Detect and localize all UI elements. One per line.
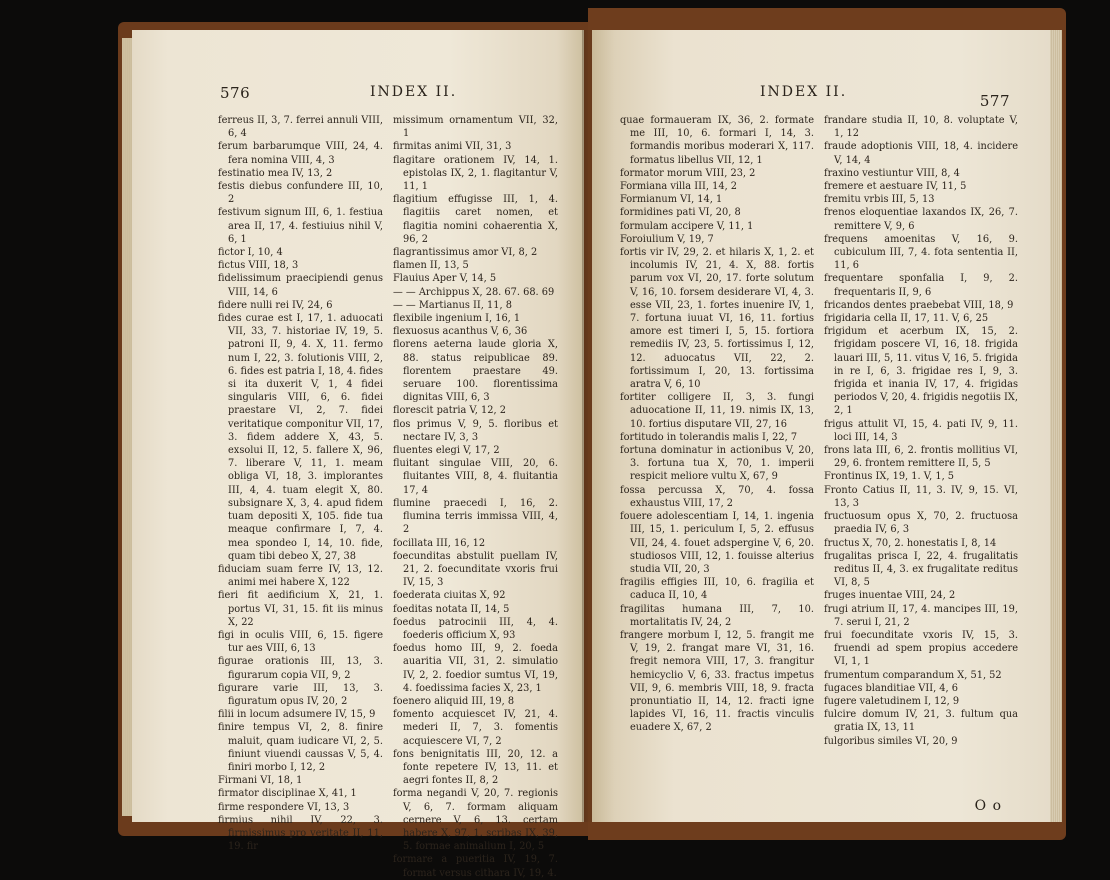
left-page-columns	[218, 114, 558, 879]
left-page-title: INDEX II.	[370, 84, 458, 100]
right-page	[592, 30, 1050, 822]
index-entry: ferum barbarumque VIII, 24, 4. fera nomina VIII, 4, 3	[218, 141, 383, 166]
index-entry: formator morum VIII, 23, 2	[620, 167, 756, 179]
index-entry: fragilis effigies III, 10, 6. fragilia et caduca II, 10, 4	[620, 577, 814, 602]
index-entry: frangere morbum I, 12, 5. frangit me V, 19, 2. frangat mare VI, 31, 16. fregit nemora VIII, 17, 3. frangitur hemicyclio V, 6, 33. fractus impetus VII, 9, 6. membris VIII, 18, 9. fracta pronuntiatio II, 14, 12. fracti igne lapides VI, 16, 11. fractis vinculis euadere X, 67, 2	[620, 629, 814, 734]
index-entry: fremitu vrbis III, 5, 13	[824, 194, 935, 206]
index-entry: foenero aliquid III, 19, 8	[393, 695, 515, 707]
index-entry: fomento acquiescet IV, 21, 4. mederi II, 7, 3. fomentis acquiescere VI, 7, 2	[393, 709, 558, 747]
index-entry: fidelissimum praecipiendi genus VIII, 14, 6	[218, 273, 383, 298]
index-entry: fortiter colligere II, 3, 3. fungi aduocatione II, 11, 19. nimis IX, 13, 10. fortius disputare VII, 27, 16	[620, 392, 814, 430]
index-entry: frumentum comparandum X, 51, 52	[824, 669, 1002, 681]
index-entry: Fronto Catius II, 11, 3. IV, 9, 15. VI, 13, 3	[824, 484, 1018, 509]
right-page-columns	[620, 114, 1018, 796]
index-entry: flos primus V, 9, 5. floribus et nectare IV, 3, 3	[393, 418, 558, 443]
index-entry: florens aeterna laude gloria X, 88. status reipublicae 89. florentem praestare 49. seruare 100. florentissima dignitas VIII, 6, 3	[393, 339, 558, 404]
index-entry: fortitudo in tolerandis malis I, 22, 7	[620, 431, 798, 443]
index-entry: Flauius Aper V, 14, 5	[393, 273, 497, 285]
index-entry: fidere nulli rei IV, 24, 6	[218, 299, 333, 311]
index-entry: firmius nihil IV, 22, 3. firmissimus pro veritate II, 11, 19. fir	[218, 814, 383, 853]
index-entry: flagrantissimus amor VI, 8, 2	[393, 247, 538, 259]
index-entry: Firmani VI, 18, 1	[218, 775, 303, 787]
index-entry: frons lata III, 6, 2. frontis mollitius VI, 29, 6. frontem remittere II, 5, 5	[824, 445, 1018, 470]
index-entry: formulam accipere V, 11, 1	[620, 220, 754, 232]
index-entry: fortis vir IV, 29, 2. et hilaris X, 1, 2. et incolumis IV, 21, 4. X, 88. fortis parum vox VI, 20, 17. forte solutum V, 16, 10. forsem desiderare VI, 4, 3. esse VII, 23, 1. fortes inuenire IV, 1, 7. fortuna iuuat VI, 16, 11. fortius amore est timeri I, 5, 15. fortiora remediis IV, 23, 5. fortissimus I, 12, 12. aduocatus VII, 22, 2. fortissimum I, 20, 13. fortissima aratra V, 6, 10	[620, 247, 814, 391]
left-page	[132, 30, 584, 879]
index-entry: foedus homo III, 9, 2. foeda auaritia VII, 31, 2. simulatio IV, 2, 2. foedior sumtus VI, 19, 4. foedissima facies X, 23, 1	[393, 643, 558, 694]
index-entry: Formianum VI, 14, 1	[620, 194, 723, 206]
right-page-title: INDEX II.	[760, 84, 848, 100]
index-entry: foedus patrocinii III, 4, 4. foederis officium X, 93	[393, 616, 558, 641]
index-entry: florescit patria V, 12, 2	[393, 405, 506, 417]
right-column-2	[824, 114, 1018, 796]
index-entry: foeditas notata II, 14, 5	[393, 603, 510, 615]
index-entry: fraxino vestiuntur VIII, 8, 4	[824, 167, 960, 179]
index-entry: fluitant singulae VIII, 20, 6. fluitantes VIII, 8, 4. fluitantia 17, 4	[393, 458, 558, 496]
index-entry: frigidum et acerbum IX, 15, 2. frigidam poscere VI, 16, 18. frigida lauari III, 5, 11. vitus V, 16, 5. frigida in re I, 6, 3. frigidae res I, 9, 3. frigida et inania IV, 17, 4. frigidas periodos V, 20, 4. frigidis negotiis IX, 2, 1	[824, 326, 1018, 417]
index-entry: fugere valetudinem I, 12, 9	[824, 695, 960, 707]
index-entry: Formiana villa III, 14, 2	[620, 181, 738, 193]
index-entry: flagitium effugisse III, 1, 4. flagitiis caret nomen, et flagitia nomini cohaerentia X, 96, 2	[393, 194, 558, 245]
index-entry: quae formaueram IX, 36, 2. formate me III, 10, 6. formari I, 14, 3. formandis moribus moderari X, 117. formatus libellus VII, 12, 1	[620, 115, 814, 166]
index-entry: firmitas animi VII, 31, 3	[393, 141, 512, 153]
gathering-signature: O o	[974, 798, 1002, 814]
index-entry: formare a pueritia IV, 19, 7. format versus cithara IV, 19, 4.	[393, 854, 558, 879]
page-edges-left	[122, 38, 132, 816]
index-entry: figurare varie III, 13, 3. figuratum opus IV, 20, 2	[218, 682, 383, 707]
index-entry: finire tempus VI, 2, 8. finire maluit, quam iudicare VI, 2, 5. finiunt viuendi caussas V, 5, 4. finiri morbo I, 12, 2	[218, 722, 383, 773]
index-entry: fictus VIII, 18, 3	[218, 260, 299, 272]
index-entry: festivum signum III, 6, 1. festiua area II, 17, 4. festiuius nihil V, 6, 1	[218, 207, 383, 245]
index-entry: fraude adoptionis VIII, 18, 4. incidere V, 14, 4	[824, 141, 1018, 166]
open-book	[118, 8, 1066, 879]
page-edges-right	[1050, 30, 1062, 822]
index-entry: fruges inuentae VIII, 24, 2	[824, 590, 956, 602]
index-entry: firmator disciplinae X, 41, 1	[218, 788, 357, 800]
left-running-head	[132, 80, 584, 102]
index-entry: fugaces blanditiae VII, 4, 6	[824, 682, 958, 694]
index-entry: festis diebus confundere III, 10, 2	[218, 181, 383, 206]
index-entry: fictor I, 10, 4	[218, 247, 283, 259]
index-entry: formidines pati VI, 20, 8	[620, 207, 741, 219]
index-entry: — — Martianus II, 11, 8	[393, 299, 512, 311]
index-entry: fluentes elegi V, 17, 2	[393, 445, 500, 457]
index-entry: flagitare orationem IV, 14, 1. epistolas IX, 2, 1. flagitantur V, 11, 1	[393, 154, 558, 193]
right-column-1	[620, 114, 814, 796]
right-running-head	[592, 80, 1050, 110]
index-entry: ferreus II, 3, 7. ferrei annuli VIII, 6, 4	[218, 115, 383, 140]
index-entry: Foroiulium V, 19, 7	[620, 233, 714, 245]
index-entry: fulgoribus similes VI, 20, 9	[824, 735, 958, 747]
index-entry: frandare studia II, 10, 8. voluptate V, 1, 12	[824, 115, 1018, 140]
index-entry: fieri fit aedificium X, 21, 1. portus VI, 31, 15. fit iis minus X, 22	[218, 590, 383, 628]
index-entry: frequentare sponfalia I, 9, 2. frequentaris II, 9, 6	[824, 273, 1018, 298]
left-column-1	[218, 114, 383, 853]
index-entry: frigidaria cella II, 17, 11. V, 6, 25	[824, 313, 989, 325]
index-entry: fides curae est I, 17, 1. aduocati VII, 33, 7. historiae IV, 19, 5. patroni II, 9, 4. X, 11. fermo num I, 22, 3. folutionis VIII, 2, 6. fides est patria I, 18, 4. fides si ita duxerit V, 1, 4 fidei singularis VIII, 6, 6. fidei praestare VI, 2, 7. fidei veritatique componitur VII, 17, 3. fidem addere X, 43, 5. exsolui II, 12, 5. fallere X, 96, 7. liberare V, 11, 1. meam obliga VI, 18, 3. implorantes III, 4, 4. tuam elegit X, 80. subsignare X, 3, 4. apud fidem tuam depositi X, 105. fide tua meaque confirmare I, 7, 4. mea spondeo I, 14, 10. fide, quam tibi debeo X, 27, 38	[218, 313, 383, 562]
index-entry: fossa percussa X, 70, 4. fossa exhaustus VIII, 17, 2	[620, 484, 814, 509]
left-column-2	[393, 114, 558, 879]
index-entry: fouere adolescentiam I, 14, 1. ingenia III, 15, 1. periculum I, 5, 2. effusus VII, 24, 4. fouet adspergine V, 6, 20. studiosos VIII, 12, 1. fouisse alterius studia VII, 20, 3	[620, 511, 814, 575]
index-entry: frugi atrium II, 17, 4. mancipes III, 19, 7. serui I, 21, 2	[824, 603, 1018, 628]
index-entry: fructuosum opus X, 70, 2. fructuosa praedia IV, 6, 3	[824, 511, 1018, 536]
index-entry: missimum ornamentum VII, 32, 1	[393, 115, 558, 140]
index-entry: fiduciam suam ferre IV, 13, 12. animi mei habere X, 122	[218, 563, 383, 589]
index-entry: frigus attulit VI, 15, 4. pati IV, 9, 11. loci III, 14, 3	[824, 418, 1018, 443]
index-entry: fructus X, 70, 2. honestatis I, 8, 14	[824, 537, 997, 549]
index-entry: foederata ciuitas X, 92	[393, 590, 506, 602]
index-entry: fragilitas humana III, 7, 10. mortalitatis IV, 24, 2	[620, 603, 814, 628]
index-entry: focillata III, 16, 12	[393, 537, 486, 549]
index-entry: frui foecunditate vxoris IV, 15, 3. fruendi ad spem propius accedere VI, 1, 1	[824, 629, 1018, 668]
left-page-number: 576	[220, 84, 251, 102]
index-entry: firme respondere VI, 13, 3	[218, 801, 350, 813]
index-entry: fremere et aestuare IV, 11, 5	[824, 181, 967, 193]
index-entry: fons benignitatis III, 20, 12. a fonte repetere IV, 13, 11. et aegri fontes II, 8, 2	[393, 748, 558, 787]
index-entry: fulcire domum IV, 21, 3. fultum qua gratia IX, 13, 11	[824, 709, 1018, 734]
index-entry: forma negandi V, 20, 7. regionis V, 6, 7. formam aliquam cernere V, 6, 13. certam habere X, 97, 1. scribas IX, 39, 5. formae animalium I, 20, 5	[393, 788, 558, 853]
index-entry: foecunditas abstulit puellam IV, 21, 2. foecunditate vxoris frui IV, 15, 3	[393, 550, 558, 589]
index-entry: frenos eloquentiae laxandos IX, 26, 7. remittere V, 9, 6	[824, 207, 1018, 232]
index-entry: — — Archippus X, 28. 67. 68. 69	[393, 286, 555, 298]
index-entry: fortuna dominatur in actionibus V, 20, 3. fortuna tua X, 70, 1. imperii respicit meliore vultu X, 67, 9	[620, 445, 814, 483]
index-entry: flexibile ingenium I, 16, 1	[393, 313, 521, 325]
index-entry: flexuosus acanthus V, 6, 36	[393, 326, 528, 338]
index-entry: fricandos dentes praebebat VIII, 18, 9	[824, 299, 1014, 311]
index-entry: Frontinus IX, 19, 1. V, 1, 5	[824, 471, 955, 483]
right-page-number: 577	[979, 92, 1010, 110]
index-entry: filii in locum adsumere IV, 15, 9	[218, 709, 376, 721]
index-entry: flamen II, 13, 5	[393, 260, 469, 272]
index-entry: frequens amoenitas V, 16, 9. cubiculum III, 7, 4. fota sententia II, 11, 6	[824, 233, 1018, 272]
index-entry: figurae orationis III, 13, 3. figurarum copia VII, 9, 2	[218, 656, 383, 681]
index-entry: frugalitas prisca I, 22, 4. frugalitatis reditus II, 4, 3. ex frugalitate reditus VI, 8, 5	[824, 550, 1018, 589]
index-entry: festinatio mea IV, 13, 2	[218, 167, 333, 179]
index-entry: flumine praecedi I, 16, 2. flumina terris immissa VIII, 4, 2	[393, 497, 558, 536]
index-entry: figi in oculis VIII, 6, 15. figere tur aes VIII, 6, 13	[218, 629, 383, 655]
